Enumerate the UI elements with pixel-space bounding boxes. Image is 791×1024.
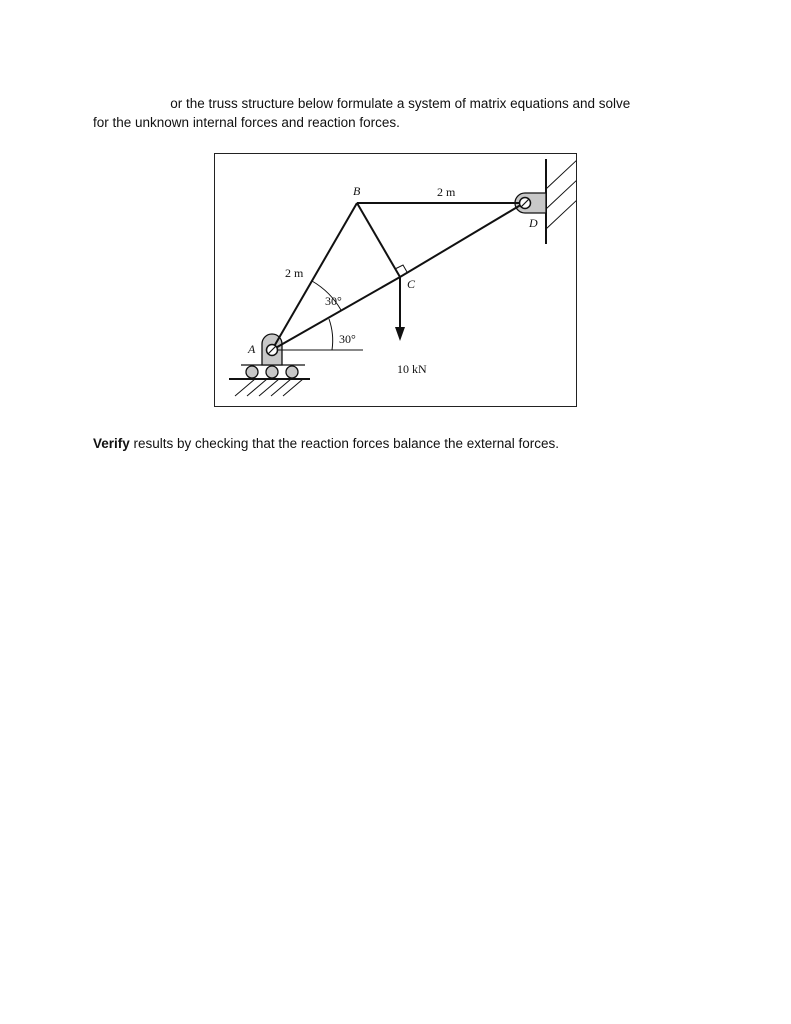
node-label-b: B <box>353 184 361 198</box>
truss-figure <box>214 153 577 407</box>
roller-support-a <box>246 366 298 378</box>
member-bc <box>357 203 400 277</box>
verify-instruction <box>93 435 559 453</box>
angle-label-upper: 30° <box>325 294 342 308</box>
length-label-bd: 2 m <box>437 185 456 199</box>
problem-intro-line-2: for the unknown internal forces and reaction forces. <box>93 115 400 130</box>
ground-hatching <box>235 379 303 396</box>
load-arrow-head <box>395 327 405 341</box>
node-label-a: A <box>248 342 256 356</box>
angle-label-lower: 30° <box>339 332 356 346</box>
length-label-ab: 2 m <box>285 266 304 280</box>
load-label: 10 kN <box>397 362 427 376</box>
problem-intro-line-1 <box>93 95 630 113</box>
pin-d <box>520 198 531 209</box>
wall-hatching <box>546 159 576 229</box>
pin-a <box>267 345 278 356</box>
verify-bold: Verify <box>93 436 130 451</box>
node-label-c: C <box>407 277 416 291</box>
verify-text: results by checking that the reaction forces balance the external forces. <box>129 436 560 451</box>
problem-intro-text: or the truss structure below formulate a system of matrix equations and solve <box>170 96 631 111</box>
member-cd <box>400 203 524 277</box>
problem-intro-lead: Problem 1. F <box>93 96 171 111</box>
truss-diagram <box>215 154 576 406</box>
member-ac <box>272 277 400 350</box>
angle-arc-lower <box>329 319 333 350</box>
node-label-d: D <box>529 216 538 230</box>
